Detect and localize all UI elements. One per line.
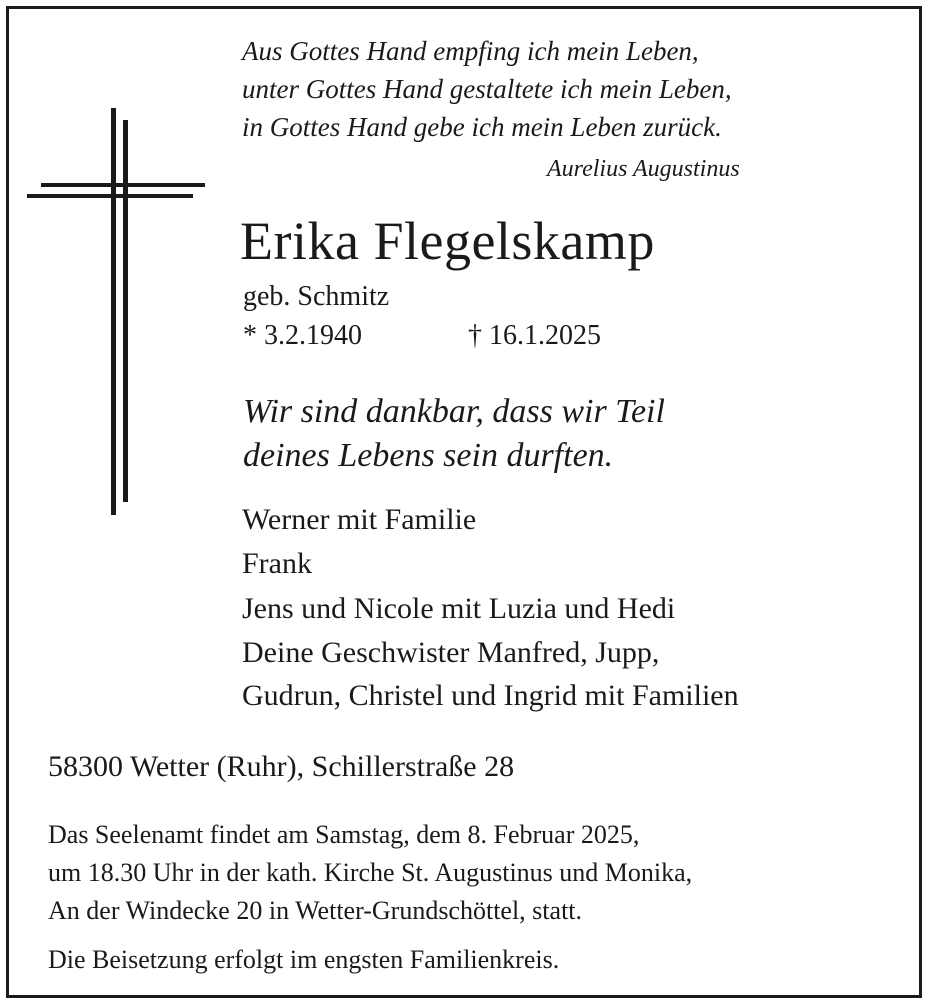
service-line: um 18.30 Uhr in der kath. Kirche St. Augustinus und Monika,	[48, 858, 693, 887]
birth-date: * 3.2.1940	[243, 320, 362, 351]
quote-line: Aus Gottes Hand empfing ich mein Leben,	[242, 36, 699, 66]
tribute-line: Wir sind dankbar, dass wir Teil	[243, 393, 665, 430]
burial-note: Die Beisetzung erfolgt im engsten Familienkreis.	[48, 945, 560, 974]
mourner-line: Werner mit Familie	[242, 503, 477, 536]
notice-border	[6, 6, 922, 998]
mourner-line: Deine Geschwister Manfred, Jupp,	[242, 636, 660, 669]
mourner-line: Jens und Nicole mit Luzia und Hedi	[242, 592, 676, 625]
mourner-line: Gudrun, Christel und Ingrid mit Familien	[242, 679, 739, 712]
quote-line: unter Gottes Hand gestaltete ich mein Leben,	[242, 74, 732, 104]
service-line: Das Seelenamt findet am Samstag, dem 8. Februar 2025,	[48, 820, 640, 849]
quote-line: in Gottes Hand gebe ich mein Leben zurück.	[242, 112, 722, 142]
deceased-name: Erika Flegelskamp	[240, 211, 655, 271]
service-line: An der Windecke 20 in Wetter-Grundschöttel, statt.	[48, 896, 583, 925]
quote-author: Aurelius Augustinus	[547, 156, 740, 182]
death-date: † 16.1.2025	[468, 320, 601, 351]
tribute-line: deines Lebens sein durften.	[243, 437, 614, 474]
mourner-line: Frank	[242, 547, 312, 580]
address: 58300 Wetter (Ruhr), Schillerstraße 28	[48, 750, 515, 783]
maiden-name: geb. Schmitz	[243, 281, 390, 312]
